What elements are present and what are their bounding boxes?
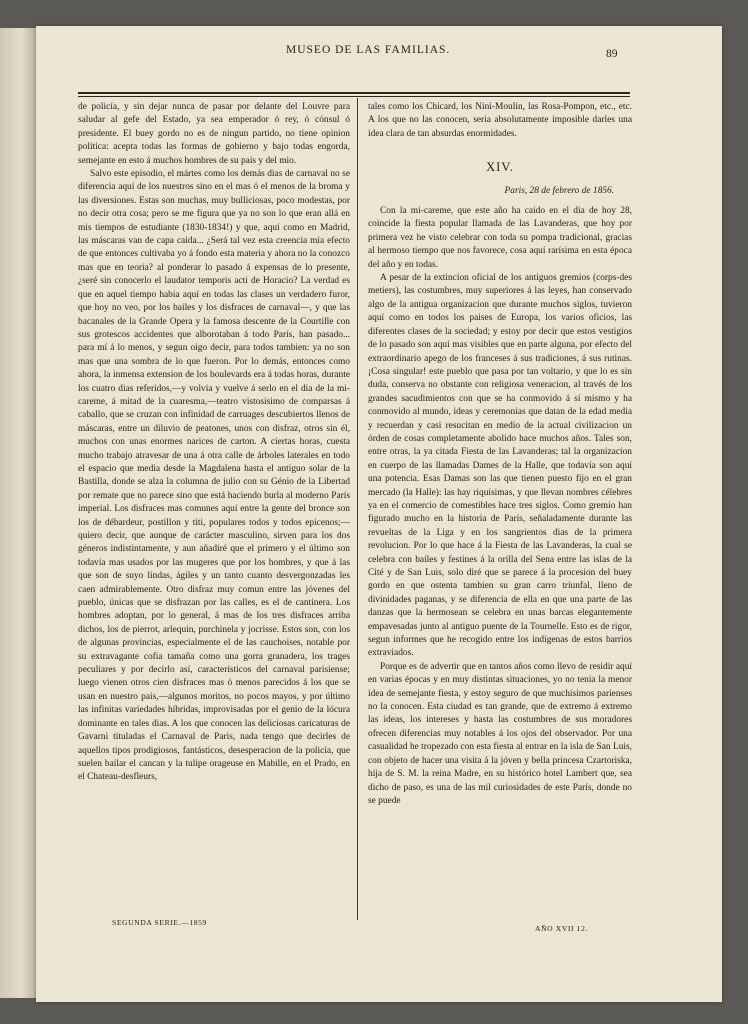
column-divider — [357, 98, 358, 920]
running-header-title: MUSEO DE LAS FAMILIAS. — [286, 44, 451, 56]
paragraph: Porque es de advertir que en tantos años como llevo de residir aquí en varias épocas y en muy distintas situaciones, yo no tenia la menor idea de semejante fiesta, y estoy seguro de que muchísimos parienses no la conocen. Esta ciudad es tan grande, que de extremo á extremo las ideas, los intereses y hasta las costumbres de sus moradores ofrecen diferencias muy notables á los ojos del observador. Por una casualidad he tropezado con esta fiesta al entrar en la isla de San Luis, con objeto de hacer una visita á la jóven y bella princesa Czartoriska, hija de S. M. la reina Madre, en su histórico hotel Lambert que, sea dicho de paso, es una de las mil curiosidades de este París, donde no se puede — [368, 661, 632, 806]
previous-page-edge — [0, 28, 36, 998]
page-number: 89 — [606, 48, 618, 60]
paragraph: de policía, y sin dejar nunca de pasar por delante del Louvre para saludar al gefe del Estado, ya sea emperador ó rey, ó cónsul ó presidente. El buey gordo no es de ningun partido, no tiene opinion política: acepta todas las formas de gobierno y bajo todas engorda, semejante en esto á muchos hombres de su pais y del mio. — [78, 102, 350, 166]
left-text-column — [78, 101, 350, 921]
right-text-column — [368, 101, 632, 921]
paragraph: Salvo este episodio, el mártes como los demás dias de carnaval no se diferencia aquí de los nuestros sino en el mas ó el menos de la broma y las diversiones. Estas son muchas, muy bulliciosas, poco modestas, por no decir otra cosa; pero se me figura que ya no son lo que eran allá en mis tiempos de estudiante (1830-1834!) y que, aquí como en Madrid, las máscaras van de capa caida... ¿Será tal vez esta creencia mía efecto de que entonces cultivaba yo á fondo esta materia y ahora no la conozco mas que en teoría? al ponderar lo pasado á expensas de lo presente, ¿seré sin conocerlo el laudator temporis acti de Horacio? La verdad es que en aquel tiempo habia aquí en todas las clases un verdadero furor, que hoy no veo, por los bailes y los disfraces de carnaval—, y que las bacanales de la Grande Opera y la famosa descente de la Courtille con sus grotescos accidentes que alborotaban á todo París, han pasado... para mí á lo menos, y segun oigo decir, para todos tambien: ya no son mas que una sombra de lo que fueron. Por lo demás, entonces como ahora, la inmensa extension de los boulevards era á todas horas, durante los cuatro dias referidos,—y volvia y vuelve á serlo en el dia de la mi-careme, á mitad de la cuaresma,—teatro vistosísimo de comparsas á caballo, que se cruzan con infinidad de carruages descubiertos llenos de máscaras, entre un diluvio de peatones, unos con disfraz, otros sin él, muchos con unas enormes narices de carton. A ciertas horas, cuesta mucho trabajo atravesar de una á otra calle de árboles laterales en todo el espacio que media desde la Magdalena hasta el antiguo solar de la Bastilla, donde se alza la columna de julio con su Génio de la Libertad por remate que no parece sino que está haciendo burla al moderno París imperial. Los disfraces mas comunes aquí entre la gente del bronce son los de débardeur, postillon y titi, populares todos y todos epicenos;—quiero decir, que aunque de carácter masculino, sirven para los dos géneros indistintamente, y aun añadiré que el primero y el último son todavía mas usados por las mugeres que por los hombres, y que á las que son de suyo lindas, ágiles y un tanto cuanto desvergonzadas les caen admirablemente. Otro disfraz muy comun entre las jóvenes del pueblo, únicas que se disfrazan por las calles, es el de cantinera. Los hombres adoptan, por lo general, á mas de los tres disfraces arriba dichos, los de pierrot, arlequin, purchinela y jocrisse. Estos son, con los de algunas provincias, especialmente el de las cauchoises, notable por su extravagante cofia tamaña como una gorra granadera, los trages peculiares y por decirlo así, característicos del carnaval parisiense; luego vienen otros cien disfraces mas ó menos parecidos á los que se usan en nuestro pais,—algunos moritos, no pocos mayos, y por último las infinitas variedades híbridas, improvisadas por el genio de la lócura dominante en tales dias. A los que conocen las deliciosas caricaturas de Gavarni tituladas el Carnaval de Paris, nada tengo que decirles de aquellos tipos prodigiosos, fantásticos, desesperacion de la policía, que suelen bailar el cancan y la tulipe orageuse en Mabille, en el Prado, en el Chateau-desfleurs, — [78, 169, 350, 783]
paragraph: tales como los Chicard, los Nini-Moulin, las Rosa-Pompon, etc., etc. A los que no las conocen, seria absolutamente imposible darles una idea clara de tan absurdas enormidades. — [368, 102, 632, 139]
section-numeral: XIV. — [486, 160, 514, 175]
paragraph: A pesar de la extincion oficial de los antiguos gremios (corps-des metiers), las costumbres, muy superiores á las leyes, han conservado algo de la antigua organizacion que durante muchos siglos, tuvieron aquí como en todos los paises de Europa, los varios oficios, las diferentes clases de la sociedad; y estoy por decir que estos vestigios de lo pasado son aquí mas visibles que en parte alguna, por efecto del extraordinario apego de los franceses á sus tradiciones, á sus rutinas. ¡Cosa singular! este pueblo que pasa por tan voltario, y que lo es sin duda, conserva no obstante con religiosa veneracion, al través de los grandes sacudimientos con que se ha conmovido á sí mismo y ha conmovido al mundo, ideas y ceremonias que datan de la edad media y recuerdan y casi resucitan en medio de la actual civilizacion un órden de cosas completamente abolido hace muchos años. Tales son, entre otras, la ya citada Fiesta de las Lavanderas; tal la organizacion en cuerpo de las llamadas Dames de la Halle, que todavía son aquí una potencia. Esas Damas son las que tienen puesto fijo en el gran mercado (la Halle): las hay riquísimas, y que llevan nombres célebres ya en el comercio de comestibles hace tres siglos. Como gremio han figurado mucho en la historia de París, señaladamente durante las revueltas de la Liga y en los sangrientos dias de la primera revolucion. Por lo que hace á la Fiesta de las Lavanderas, la cual se celebra con bailes y festines á la orilla del Sena entre las islas de la Cité y de San Luis, solo diré que se parece á la procesion del buey gordo en que ostenta tambien su gran carro triunfal, lleno de divinidades paganas, y se diferencia de ella en que una parte de las danzas que la hermosean se celebra en unas barcas elegantemente empavesadas junto al antiguo puente de la Tournelle. Esto es de rigor, segun informes que he recogido entre los indígenas de estos barrios extraviados. — [368, 273, 632, 659]
footer-year-label: AÑO XVII 12. — [535, 924, 588, 933]
paragraph: Con la mi-careme, que este año ha caido en el dia de hoy 28, coincide la fiesta popular llamada de las Lavanderas, que hoy por primera vez he visto celebrar con toda su pompa tradicional, gracias al hermoso tiempo que nos favorece, cosa aquí rarísima en esta época del año y en todas. — [368, 206, 632, 270]
header-rule-thick — [78, 92, 630, 94]
footer-series-label: SEGUNDA SERIE.—1859 — [112, 918, 207, 927]
header-rule-thin — [78, 96, 630, 97]
dateline: Paris, 28 de febrero de 1856. — [504, 185, 614, 196]
